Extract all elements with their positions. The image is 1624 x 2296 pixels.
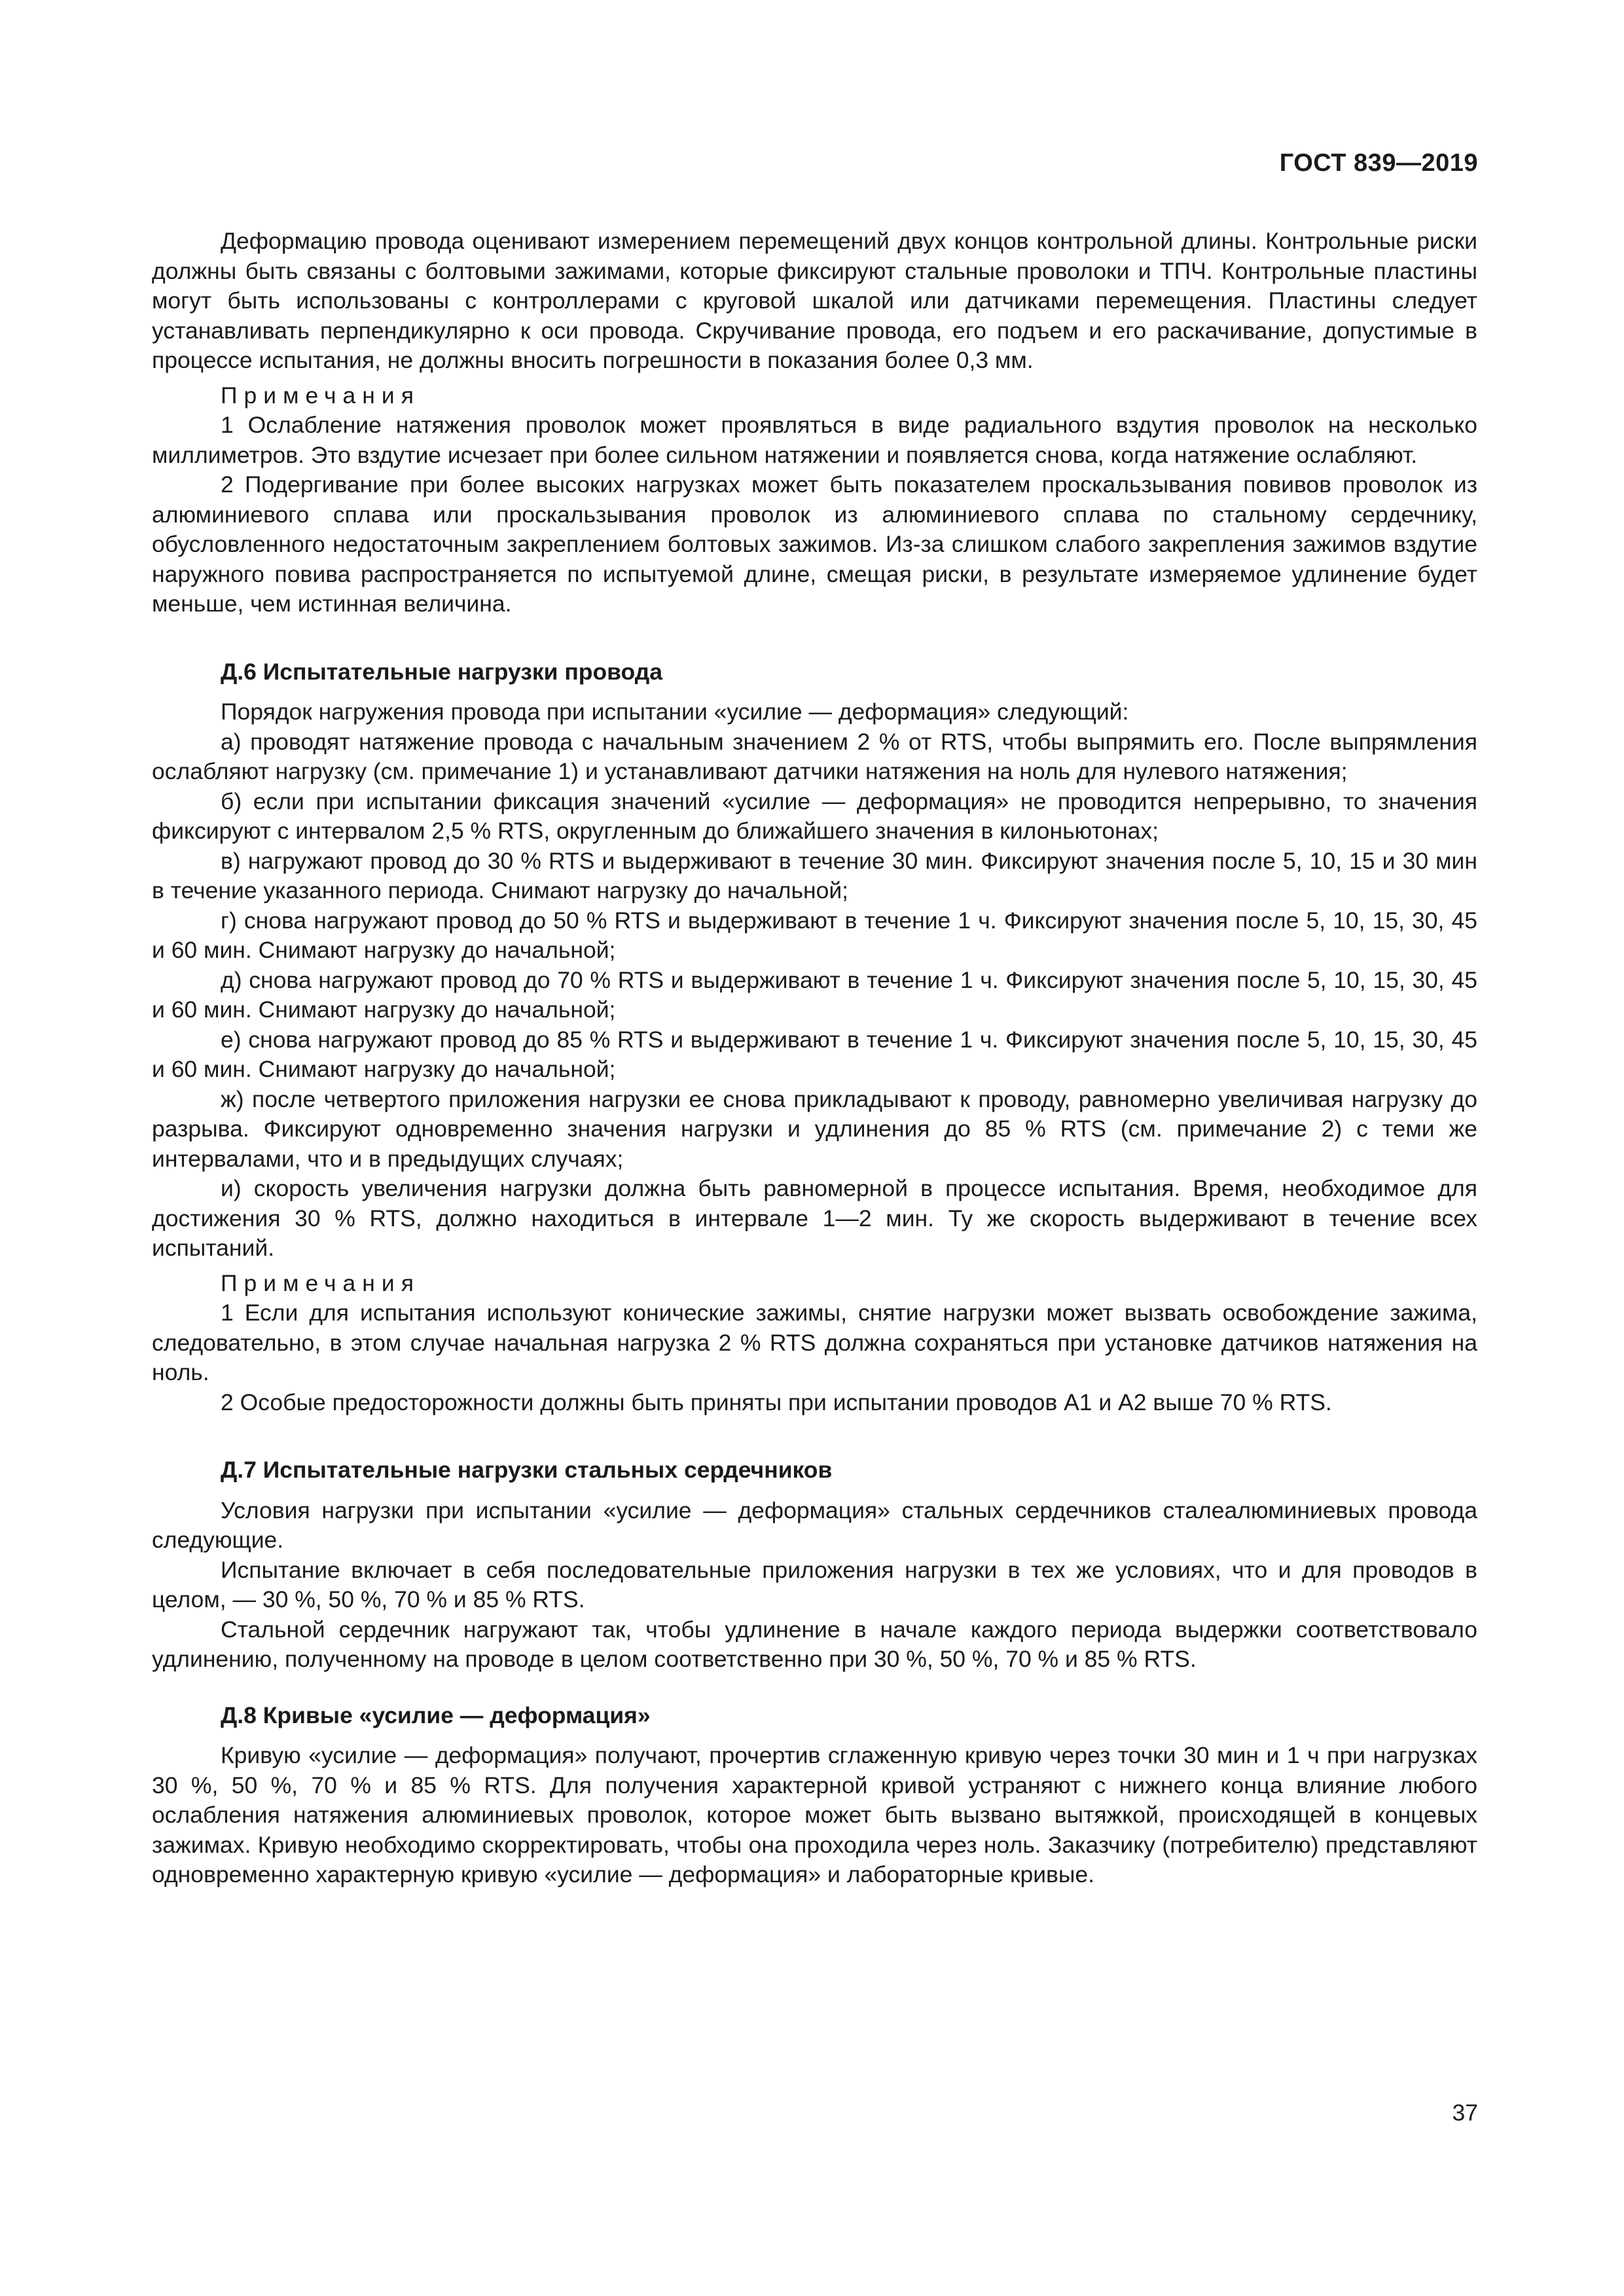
list-item: д) снова нагружают провод до 70 % RTS и выдерживают в течение 1 ч. Фиксируют значения после 5, 10, 15, 30, 45 и 60 мин. Снимают нагрузку до начальной; xyxy=(152,966,1477,1023)
note-item: 2 Подергивание при более высоких нагрузках может быть показателем проскальзывания повивов проволок из алюминиевого сплава или проскальзывания проволок из алюминиевого сплава по стальному сердечнику, обусловленного недостаточным закреплением болтовых зажимов. Из-за слишком слабого закрепления зажимов вздутие наружного повива распространяется по испытуемой длине, смещая риски, в результате измеряемое удлинение будет меньше, чем истинная величина. xyxy=(152,471,1477,617)
document-body xyxy=(152,227,1477,1890)
list-item: г) снова нагружают провод до 50 % RTS и выдерживают в течение 1 ч. Фиксируют значения после 5, 10, 15, 30, 45 и 60 мин. Снимают нагрузку до начальной; xyxy=(152,907,1477,963)
intro-paragraph: Деформацию провода оценивают измерением перемещений двух концов контрольной длины. Контрольные риски должны быть связаны с болтовыми зажимами, которые фиксируют стальные проволоки и ТПЧ. Контрольные пластины могут быть использованы с контроллерами с круговой шкалой или датчиками перемещения. Пластины следует устанавливать перпендикулярно к оси провода. Скручивание провода, его подъем и его раскачивание, допустимые в процессе испытания, не должны вносить погрешности в показания более 0,3 мм. xyxy=(152,228,1477,373)
notes-heading: Примечания xyxy=(221,382,420,409)
list-item: и) скорость увеличения нагрузки должна быть равномерной в процессе испытания. Время, необходимое для достижения 30 % RTS, должно находиться в интервале 1—2 мин. Ту же скорость выдерживают в течение всех испытаний. xyxy=(152,1175,1477,1261)
section-d7-paragraph: Условия нагрузки при испытании «усилие — деформация» стальных сердечников сталеалюминиевых провода следующие. xyxy=(152,1497,1477,1553)
list-item: ж) после четвертого приложения нагрузки ее снова прикладывают к проводу, равномерно увеличивая нагрузку до разрыва. Фиксируют одновременно значения нагрузки и удлинения до 85 % RTS (см. примечание 2) с теми же интервалами, что и в предыдущих случаях; xyxy=(152,1085,1477,1172)
section-d7-paragraph: Стальной сердечник нагружают так, чтобы удлинение в начале каждого периода выдержки соответствовало удлинению, полученному на проводе в целом соответственно при 30 %, 50 %, 70 % и 85 % RTS. xyxy=(152,1616,1477,1672)
section-title-d6: Д.6 Испытательные нагрузки провода xyxy=(221,658,663,685)
list-item: в) нагружают провод до 30 % RTS и выдерживают в течение 30 мин. Фиксируют значения после 5, 10, 15 и 30 мин в течение указанного периода. Снимают нагрузку до начальной; xyxy=(152,847,1477,903)
list-item: б) если при испытании фиксация значений «усилие — деформация» не проводится непрерывно, то значения фиксируют с интервалом 2,5 % RTS, округленным до ближайшего значения в килоньютонах; xyxy=(152,788,1477,844)
notes-heading: Примечания xyxy=(221,1269,420,1296)
list-item: а) проводят натяжение провода с начальным значением 2 % от RTS, чтобы выпрямить его. После выпрямления ослабляют нагрузку (см. примечание 1) и устанавливают датчики натяжения на ноль для нулевого натяжения; xyxy=(152,728,1477,784)
section-d7-paragraph: Испытание включает в себя последовательные приложения нагрузки в тех же условиях, что и для проводов в целом, — 30 %, 50 %, 70 % и 85 % RTS. xyxy=(152,1556,1477,1613)
section-d6-intro: Порядок нагружения провода при испытании «усилие — деформация» следующий: xyxy=(221,699,1129,725)
section-title-d8: Д.8 Кривые «усилие — деформация» xyxy=(221,1702,651,1728)
note-item: 1 Если для испытания используют конические зажимы, снятие нагрузки может вызвать освобождение зажима, следовательно, в этом случае начальная нагрузка 2 % RTS должна сохраняться при установке датчиков натяжения на ноль. xyxy=(152,1300,1477,1385)
section-title-d7: Д.7 Испытательные нагрузки стальных сердечников xyxy=(221,1457,833,1483)
standard-code-header: ГОСТ 839—2019 xyxy=(1279,149,1478,177)
note-item: 2 Особые предосторожности должны быть приняты при испытании проводов А1 и А2 выше 70 % RTS. xyxy=(221,1389,1332,1415)
list-item: е) снова нагружают провод до 85 % RTS и выдерживают в течение 1 ч. Фиксируют значения после 5, 10, 15, 30, 45 и 60 мин. Снимают нагрузку до начальной; xyxy=(152,1026,1477,1082)
page-number: 37 xyxy=(1452,2100,1478,2126)
note-item: 1 Ослабление натяжения проволок может проявляться в виде радиального вздутия проволок на несколько миллиметров. Это вздутие исчезает при более сильном натяжении и появляется снова, когда натяжение ослабляют. xyxy=(152,412,1477,468)
section-d8-paragraph: Кривую «усилие — деформация» получают, прочертив сглаженную кривую через точки 30 мин и 1 ч при нагрузках 30 %, 50 %, 70 % и 85 % RTS. Для получения характерной кривой устраняют с нижнего конца влияние любого ослабления натяжения алюминиевых проволок, которое может быть вызвано вытяжкой, происходящей в концевых зажимах. Кривую необходимо скорректировать, чтобы она проходила через ноль. Заказчику (потребителю) представляют одновременно характерную кривую «усилие — деформация» и лабораторные кривые. xyxy=(152,1742,1477,1887)
